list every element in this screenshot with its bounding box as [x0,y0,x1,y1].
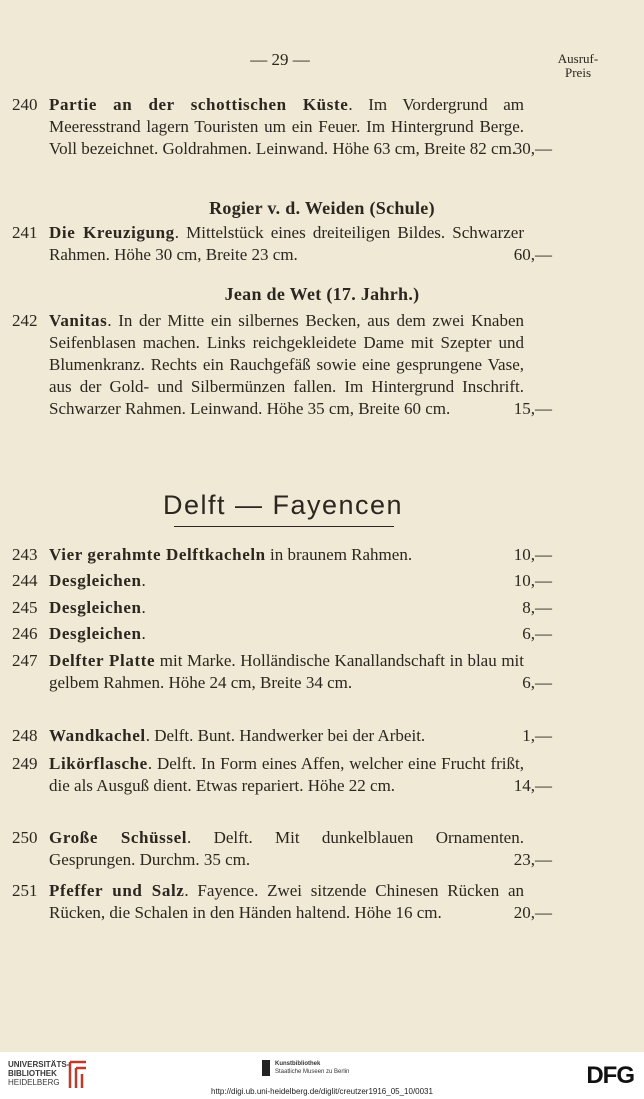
section-underline [174,526,394,527]
library-line-1: UNIVERSITÄTS- [8,1060,70,1069]
entry-text: in braunem Rahmen. [265,545,413,564]
source-url-link[interactable]: http://digi.ub.uni-heidelberg.de/diglit/creutzer1916_05_10/0031 [211,1087,433,1096]
entry-text: . Fayence. Zwei sitzende Chinesen Rücken an Rücken, die Schalen in den Händen haltend. Höhe 16 cm. [49,881,524,922]
entry-title: Desgleichen [49,571,142,590]
entry-number: 248 [12,726,38,745]
entry-price: 14,— [513,776,552,795]
entry-text: . Im Vordergrund am Meeresstrand lagern Touristen um ein Feuer. Im Hintergrund Berge. Voll bezeichnet. Goldrahmen. Leinwand. Höhe 63 cm, Breite 82 cm. [49,95,525,158]
entry-price: 60,— [513,245,552,264]
entry-241 [12,222,564,266]
entry-number: 251 [12,881,38,900]
entry-number: 250 [12,828,38,847]
entry-number: 243 [12,545,38,564]
entry-price: 30,— [513,139,552,158]
entry-text: . Delft. Mit dunkelblauen Ornamenten. Gesprungen. Durchm. 35 cm. [49,828,524,869]
entry-text: . [141,571,146,590]
entry-title: Pfeffer und Salz [49,881,185,900]
entry-number: 240 [12,95,38,114]
price-column-label: Ausruf- Preis [557,51,599,80]
entry-text: mit Marke. Holländische Kanallandschaft in blau mit gelbem Rahmen. Höhe 24 cm, Breite 34 cm. [49,651,524,692]
entry-title: Vanitas [49,311,108,330]
entry-250 [12,827,564,871]
entry-title: Die Kreuzigung [49,223,175,242]
entry-price: 1,— [522,726,552,745]
entry-text: . [141,624,146,643]
digitization-footer [0,1052,644,1099]
entry-245 [12,597,564,619]
artist-heading: Rogier v. d. Weiden (Schule) [209,198,435,218]
entry-246 [12,623,564,645]
entry-price: 20,— [513,903,552,922]
entry-title: Große Schüssel [49,828,188,847]
kunstbibliothek-logo-icon [262,1060,270,1076]
entry-title: Desgleichen [49,624,142,643]
kunstbibliothek-label [275,1060,349,1076]
entry-price: 15,— [513,399,552,418]
page-number: — 29 — [250,50,310,69]
section-title: Delft — Fayencen [162,490,404,520]
kunst-line-2: Staatliche Museen zu Berlin [275,1069,350,1075]
entry-number: 241 [12,223,38,242]
entry-240 [12,94,564,160]
entry-242 [12,310,564,420]
entry-248 [12,725,564,747]
entry-243 [12,544,564,566]
entry-249 [12,753,564,797]
entry-price: 6,— [522,624,552,643]
dfg-logo: DFG [586,1062,634,1089]
entry-price: 10,— [513,545,552,564]
entry-number: 246 [12,624,38,643]
library-line-3: HEIDELBERG [8,1078,60,1087]
library-name [8,1060,69,1087]
entry-244 [12,570,564,592]
entry-text: . [141,598,146,617]
entry-text: . Mittelstück eines dreiteiligen Bildes. Schwarzer Rahmen. Höhe 30 cm, Breite 23 cm. [49,223,524,264]
entry-251 [12,880,564,924]
entry-title: Wandkachel [49,726,146,745]
entry-number: 247 [12,651,38,670]
kunst-line-1: Kunstbibliothek [275,1061,321,1067]
entry-price: 8,— [522,598,552,617]
entry-247 [12,650,564,694]
artist-heading: Jean de Wet (17. Jahrh.) [224,284,420,304]
entry-text: . Delft. In Form eines Affen, welcher eine Frucht frißt, die als Ausguß dient. Etwas repariert. Höhe 22 cm. [49,754,524,795]
entry-title: Vier gerahmte Delftkacheln [49,545,266,564]
entry-text: . Delft. Bunt. Handwerker bei der Arbeit. [145,726,426,745]
entry-number: 245 [12,598,38,617]
entry-price: 23,— [513,850,552,869]
entry-number: 242 [12,311,38,330]
entry-title: Likörflasche [49,754,148,773]
entry-title: Desgleichen [49,598,142,617]
entry-title: Delfter Platte [49,651,156,670]
entry-price: 10,— [513,571,552,590]
entry-price: 6,— [522,673,552,692]
entry-title: Partie an der schottischen Küste [49,95,349,114]
library-line-2: BIBLIOTHEK [8,1069,57,1078]
entry-number: 249 [12,754,38,773]
entry-text: . In der Mitte ein silbernes Becken, aus dem zwei Knaben Seifenblasen machen. Links reichgekleidete Dame mit Szepter und Blumenkranz. Rechts ein Rauchgefäß sowie eine gesprungene Vase, aus der Gold- und Silbermünzen fallen. Im Hintergrund Inschrift. Schwarzer Rahmen. Leinwand. Höhe 35 cm, Breite 60 cm. [49,311,524,418]
entry-number: 244 [12,571,38,590]
